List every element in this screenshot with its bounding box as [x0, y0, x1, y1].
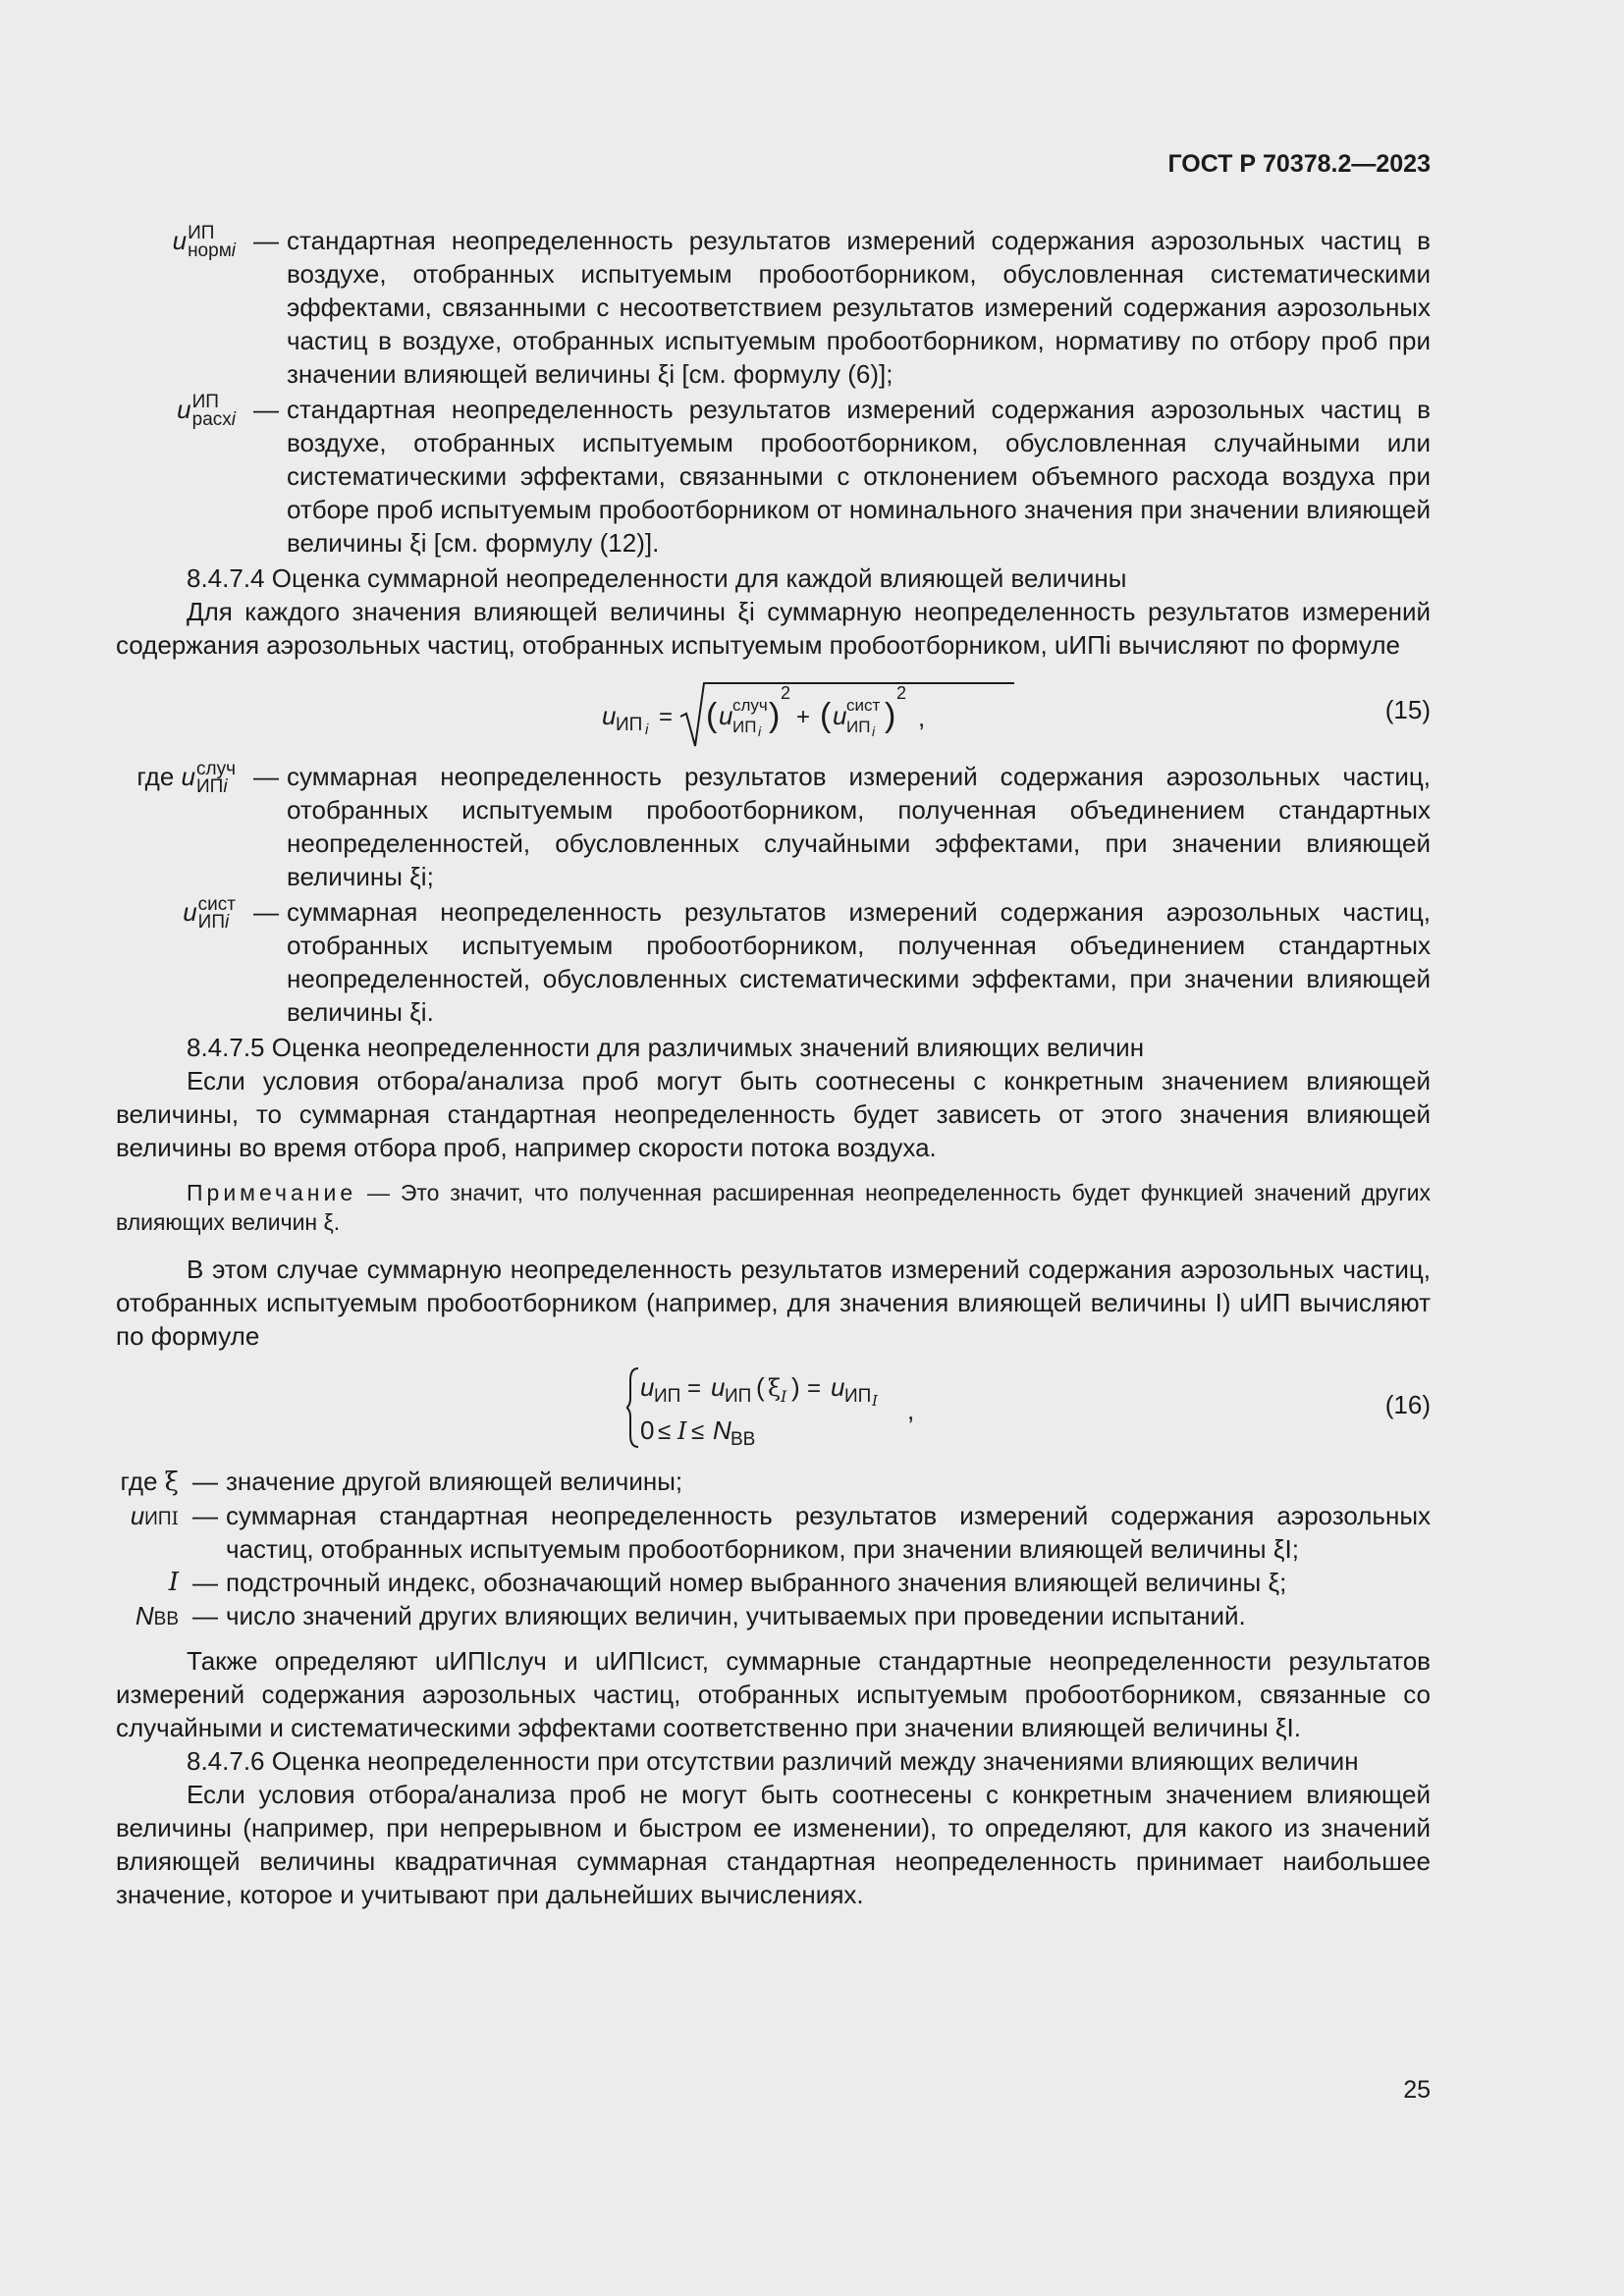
svg-text:,: ,: [918, 703, 926, 732]
paragraph: Если условия отбора/анализа проб не могут быть соотнесены с конкретным значением влияющей величины (например, при непрерывном и быстром ее изменении), то определяют, для какого из значений влияющей величины квадратичная суммарная стандартная неопределенность принимает наибольшее значение, которое и учитывают при дальнейших вычислениях.: [116, 1780, 1431, 1909]
svg-text:ИП: ИП: [844, 1386, 872, 1407]
svg-text:ИП: ИП: [725, 1386, 752, 1407]
svg-text:u: u: [711, 1372, 726, 1402]
definitions-15: [116, 760, 1431, 1029]
section-heading-8475: 8.4.7.5 Оценка неопределенности для различимых значений влияющих величин: [187, 1033, 1145, 1062]
svg-text:,: ,: [907, 1396, 915, 1425]
equation-number-16: (16): [1384, 1390, 1431, 1419]
svg-text:I: I: [781, 1387, 787, 1406]
definitions-16: [116, 1465, 1431, 1636]
paragraph: Для каждого значения влияющей величины ξi суммарную неопределенность результатов измерений содержания аэрозольных частиц, отобранных испытуемым пробоотборником, uИПi вычисляют по формуле: [116, 597, 1431, 660]
section-heading-8474: 8.4.7.4 Оценка суммарной неопределенности для каждой влияющей величины: [187, 563, 1127, 593]
svg-text:): ): [885, 697, 896, 734]
def-dash: —: [192, 1601, 218, 1630]
svg-text:u: u: [602, 701, 617, 730]
def-dash: —: [253, 395, 279, 424]
svg-text:I: I: [872, 1392, 878, 1410]
paragraph: В этом случае суммарную неопределенность результатов измерений содержания аэрозольных частиц, отобранных испытуемым пробоотборником (например, для значения влияющей величины I) uИП вычисляют по формуле: [116, 1255, 1431, 1351]
note-text: — Это значит, что полученная расширенная неопределенность будет функцией значений других влияющих величин ξ.: [116, 1180, 1431, 1235]
svg-text:i: i: [758, 723, 762, 739]
def-dash: —: [192, 1501, 218, 1530]
svg-text:u: u: [719, 701, 733, 730]
symbol-I: I: [168, 1568, 179, 1597]
definition-text: стандартная неопределенность результатов измерений содержания аэрозольных частиц в воздухе, отобранных испытуемым пробоотборником, обусловленная систематическими эффектами, связанными с несоответствием результатов измерений содержания аэрозольных частиц в воздухе, отобранных испытуемым пробоотборником, нормативу по отбору проб при значении влияющей величины ξi [см. формулу (6)];: [287, 226, 1431, 389]
svg-text:i: i: [645, 721, 649, 738]
svg-text:ИП: ИП: [846, 718, 871, 736]
formula-16: [116, 1362, 1431, 1453]
page-number: 25: [1403, 2076, 1431, 2104]
symbol-xi: где ξ: [120, 1467, 179, 1497]
definitions-top: [116, 224, 1431, 560]
paragraph: Также определяют uИПIслуч и uИПIсист, суммарные стандартные неопределенности результатов измерений содержания аэрозольных частиц, отобранных испытуемым пробоотборником, связанные со случайными и систематическими эффектами соответственно при значении влияющей величины ξI.: [116, 1646, 1431, 1742]
section-heading-8476: 8.4.7.6 Оценка неопределенности при отсутствии различий между значениями влияющих величин: [187, 1746, 1359, 1776]
svg-text:): ): [769, 697, 781, 734]
svg-text:=: =: [659, 704, 674, 730]
def-dash: —: [192, 1568, 218, 1597]
svg-text:i: i: [872, 723, 876, 739]
svg-text:u: u: [640, 1372, 655, 1402]
svg-text:ИП: ИП: [616, 715, 643, 735]
page-body: [116, 224, 1431, 1911]
definition-text: суммарная неопределенность результатов измерений содержания аэрозольных частиц, отобранных испытуемым пробоотборником, полученная объединением стандартных неопределенностей, обусловленных систематическими эффектами, при значении влияющей величины ξi.: [287, 897, 1431, 1027]
definition-text: суммарная стандартная неопределенность результатов измерений содержания аэрозольных частиц, отобранных испытуемым пробоотборником, при значении влияющей величины ξI;: [226, 1501, 1431, 1564]
svg-text:+: +: [796, 704, 811, 730]
symbol-N-vv: NВВ: [135, 1601, 179, 1630]
svg-text:0: 0: [640, 1415, 655, 1445]
svg-text:u: u: [833, 701, 847, 730]
svg-text:ИП: ИП: [732, 718, 757, 736]
formula-15-graphic: [602, 669, 1014, 754]
svg-text:≤: ≤: [691, 1418, 705, 1445]
formula-15: [116, 669, 1431, 754]
svg-text:(: (: [756, 1372, 765, 1402]
def-dash: —: [253, 226, 279, 255]
def-dash: —: [253, 762, 279, 791]
definition-text: суммарная неопределенность результатов измерений содержания аэрозольных частиц, отобранных испытуемым пробоотборником, полученная объединением стандартных неопределенностей, обусловленных случайными эффектами, при значении влияющей величины ξi;: [287, 762, 1431, 891]
svg-text:=: =: [687, 1375, 702, 1402]
formula-16-graphic: [626, 1362, 980, 1453]
svg-text:ВВ: ВВ: [731, 1429, 756, 1450]
svg-text:2: 2: [896, 683, 907, 703]
equation-number-15: (15): [1384, 695, 1431, 724]
svg-text:ИП: ИП: [654, 1386, 681, 1407]
symbol-u-norm: u ИП нормi: [172, 223, 236, 262]
svg-text:(: (: [820, 697, 832, 734]
svg-text:N: N: [713, 1415, 731, 1445]
def-dash: —: [192, 1467, 218, 1496]
symbol-u-sist: u сист ИПi: [183, 894, 236, 934]
document-id: ГОСТ Р 70378.2—2023: [1167, 150, 1431, 178]
note: [116, 1178, 1431, 1237]
svg-text:u: u: [831, 1372, 845, 1402]
def-dash: —: [253, 897, 279, 927]
where-label: где: [136, 762, 175, 791]
svg-text:≤: ≤: [658, 1418, 672, 1445]
svg-text:2: 2: [781, 683, 791, 703]
svg-text:=: =: [807, 1375, 822, 1402]
svg-text:случ: случ: [732, 696, 768, 715]
svg-text:I: I: [677, 1417, 687, 1445]
paragraph: Если условия отбора/анализа проб могут быть соотнесены с конкретным значением влияющей величины, то суммарная стандартная неопределенность будет зависеть от этого значения влияющей величины во время отбора проб, например скорости потока воздуха.: [116, 1066, 1431, 1162]
svg-text:): ): [791, 1372, 800, 1402]
svg-text:ξ: ξ: [768, 1374, 782, 1402]
definition-text: число значений других влияющих величин, учитываемых при проведении испытаний.: [226, 1601, 1246, 1630]
definition-text: значение другой влияющей величины;: [226, 1467, 683, 1496]
symbol-u-ip-I: uИПI: [130, 1501, 179, 1530]
svg-text:(: (: [706, 697, 718, 734]
symbol-u-sluch: где u случ ИПi: [136, 759, 236, 798]
definition-text: стандартная неопределенность результатов измерений содержания аэрозольных частиц в воздухе, отобранных испытуемым пробоотборником, обусловленная случайными или систематическими эффектами, связанными с отклонением объемного расхода воздуха при отборе проб испытуемым пробоотборником от номинального значения при значении влияющей величины ξi [см. формулу (12)].: [287, 395, 1431, 558]
note-label: Примечание: [187, 1180, 357, 1205]
svg-text:сист: сист: [846, 696, 881, 715]
symbol-u-rash: u ИП расхi: [177, 392, 236, 431]
definition-text: подстрочный индекс, обозначающий номер выбранного значения влияющей величины ξ;: [226, 1568, 1287, 1597]
